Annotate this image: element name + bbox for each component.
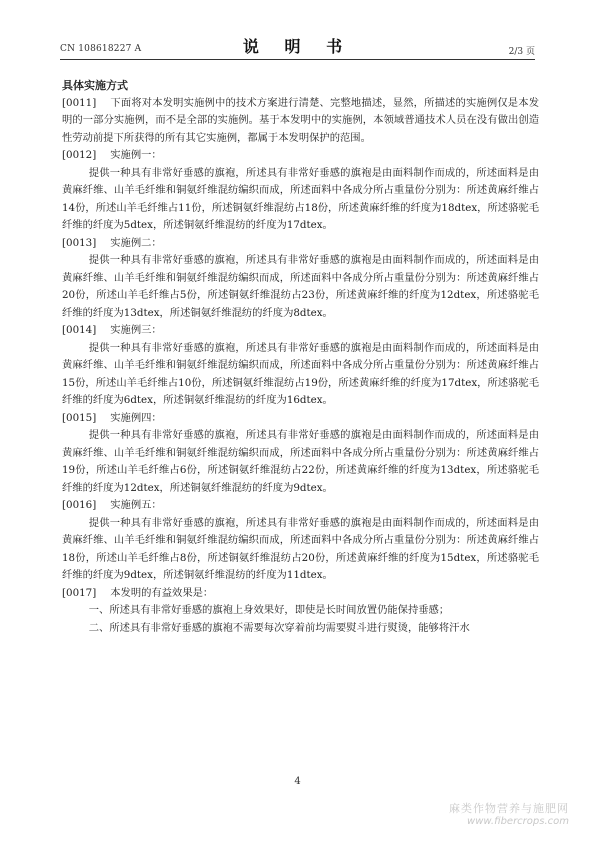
- paragraph-list: [62, 95, 539, 638]
- paragraph: [62, 410, 539, 428]
- paragraph-number: [0017]: [62, 586, 97, 599]
- paragraph-text: 实施例三：: [110, 324, 162, 336]
- paragraph: [62, 497, 539, 515]
- paragraph-text: 提供一种具有非常好垂感的旗袍，所述具有非常好垂感的旗袍是由面料制作而成的，所述面料是由黄麻纤维、山羊毛纤维和铜氨纤维混纺编织而成，所述面料中各成分所占重量份分别为：所述黄麻纤维占20份，所述山羊毛纤维占5份，所述铜氨纤维混纺占23份，所述黄麻纤维的纤度为12dtex，所述骆驼毛纤维的纤度为13dtex，所述铜氨纤维混纺的纤度为8dtex。: [62, 254, 539, 319]
- watermark: [449, 800, 569, 827]
- section-title: 具体实施方式: [62, 79, 128, 92]
- body-text: [62, 77, 539, 637]
- watermark-text: 麻类作物营养与施肥网: [449, 802, 569, 815]
- paragraph-text: 下面将对本发明实施例中的技术方案进行清楚、完整地描述，显然，所描述的实施例仅是本发明的一部分实施例，而不是全部的实施例。基于本发明中的实施例，本领域普通技术人员在没有做出创造性劳动前提下所获得的所有其它实施例，都属于本发明保护的范围。: [62, 96, 539, 144]
- paragraph-text: 实施例四：: [110, 411, 162, 424]
- paragraph-text: 提供一种具有非常好垂感的旗袍，所述具有非常好垂感的旗袍是由面料制作而成的，所述面料是由黄麻纤维、山羊毛纤维和铜氨纤维混纺编织而成，所述面料中各成分所占重量份分别为：所述黄麻纤维占18份，所述山羊毛纤维占8份，所述铜氨纤维混纺占20份，所述黄麻纤维的纤度为15dtex，所述骆驼毛纤维的纤度为9dtex，所述铜氨纤维混纺的纤度为11dtex。: [62, 516, 539, 581]
- paragraph-number: [0015]: [62, 411, 97, 424]
- paragraph: [62, 620, 539, 638]
- paragraph-text: 提供一种具有非常好垂感的旗袍，所述具有非常好垂感的旗袍是由面料制作而成的，所述面料是由黄麻纤维、山羊毛纤维和铜氨纤维混纺编织而成，所述面料中各成分所占重量份分别为：所述黄麻纤维占14份，所述山羊毛纤维占11份，所述铜氨纤维混纺占18份，所述黄麻纤维的纤度为18dtex，所述骆驼毛纤维的纤度为5dtex，所述铜氨纤维混纺的纤度为17dtex。: [62, 166, 539, 231]
- paragraph: [62, 95, 539, 148]
- paragraph-text: 一、所述具有非常好垂感的旗袍上身效果好，即使是长时间放置仍能保持垂感；: [88, 604, 450, 616]
- page-info: 2/3 页: [508, 47, 535, 57]
- paragraph: [62, 427, 539, 497]
- paragraph-text: 实施例二：: [110, 236, 162, 249]
- paragraph: [62, 147, 539, 165]
- paragraph: [62, 322, 539, 340]
- paragraph: [62, 235, 539, 253]
- paragraph: [62, 340, 539, 410]
- header-divider: [60, 59, 535, 60]
- paragraph-number: [0013]: [62, 236, 97, 249]
- paragraph-text: 实施例一：: [110, 149, 162, 161]
- paragraph-text: 本发明的有益效果是：: [110, 586, 214, 599]
- watermark-url: www.fibercrops.com: [467, 816, 569, 827]
- paragraph-text: 提供一种具有非常好垂感的旗袍，所述具有非常好垂感的旗袍是由面料制作而成的，所述面料是由黄麻纤维、山羊毛纤维和铜氨纤维混纺编织而成，所述面料中各成分所占重量份分别为：所述黄麻纤维占19份，所述山羊毛纤维占6份，所述铜氨纤维混纺占22份，所述黄麻纤维的纤度为13dtex，所述骆驼毛纤维的纤度为12dtex，所述铜氨纤维混纺的纤度为9dtex。: [62, 429, 539, 494]
- paragraph-number: [0011]: [62, 96, 97, 109]
- paragraph-text: 提供一种具有非常好垂感的旗袍，所述具有非常好垂感的旗袍是由面料制作而成的，所述面料是由黄麻纤维、山羊毛纤维和铜氨纤维混纺编织而成，所述面料中各成分所占重量份分别为：所述黄麻纤维占15份，所述山羊毛纤维占10份，所述铜氨纤维混纺占19份，所述黄麻纤维的纤度为17dtex，所述骆驼毛纤维的纤度为6dtex，所述铜氨纤维混纺的纤度为16dtex。: [62, 341, 539, 406]
- page-number: 4: [294, 776, 301, 787]
- paragraph-text: 二、所述具有非常好垂感的旗袍不需要每次穿着前均需要熨斗进行熨烫，能够将汗水: [88, 621, 470, 634]
- paragraph-text: 实施例五：: [110, 499, 162, 511]
- paragraph: [62, 252, 539, 322]
- paragraph: [62, 165, 539, 235]
- document-title: 说 明 书: [242, 37, 353, 56]
- paragraph: [62, 515, 539, 585]
- paragraph-number: [0016]: [62, 499, 97, 511]
- paragraph-number: [0012]: [62, 149, 97, 161]
- patent-number: CN 108618227 A: [60, 44, 142, 54]
- paragraph: [62, 602, 539, 620]
- paragraph: [62, 585, 539, 603]
- paragraph-number: [0014]: [62, 324, 97, 336]
